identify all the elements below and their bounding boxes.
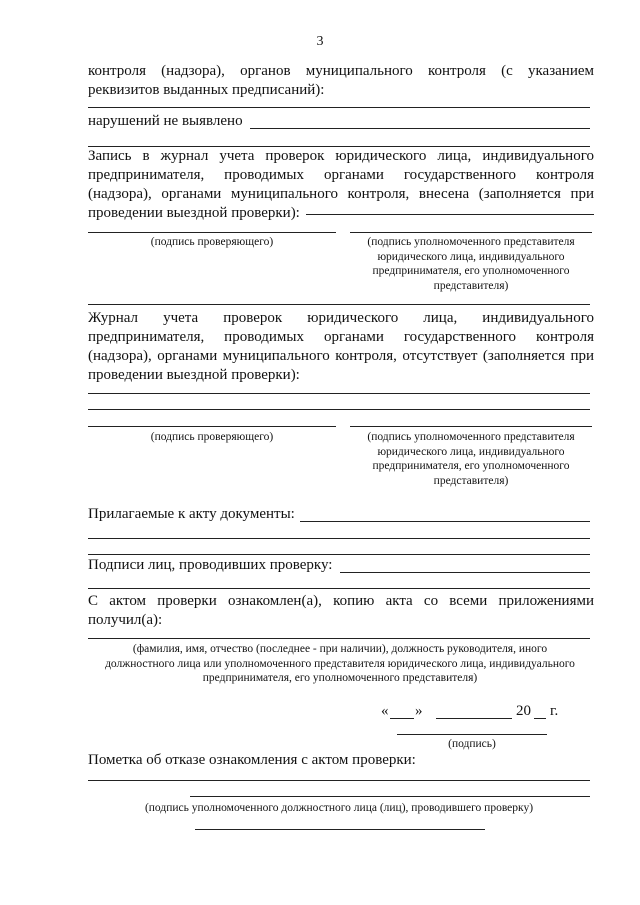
fill-line[interactable] bbox=[88, 393, 590, 394]
signature-caption: (подпись) bbox=[448, 738, 496, 750]
date-month-line[interactable] bbox=[436, 718, 512, 719]
official-signature-caption: (подпись уполномоченного должностного лица (лиц), проводившего проверку) bbox=[144, 802, 534, 814]
fill-line[interactable] bbox=[88, 554, 590, 555]
date-year-line[interactable] bbox=[534, 718, 546, 719]
fill-line[interactable] bbox=[88, 409, 590, 410]
fill-line[interactable] bbox=[88, 588, 590, 589]
date-year-suffix: г. bbox=[550, 703, 559, 719]
representative-signature-caption: (подпись уполномоченного представителя юридического лица, индивидуального предпринимателя, его уполномоченного представителя) bbox=[367, 431, 575, 487]
date-day-line[interactable] bbox=[390, 718, 414, 719]
attached-documents-label: Прилагаемые к акту документы: bbox=[88, 506, 295, 522]
inspector-signature-caption: (подпись проверяющего) bbox=[150, 431, 274, 443]
fill-line[interactable] bbox=[190, 796, 590, 797]
signature-line[interactable] bbox=[350, 232, 592, 233]
no-violations-label: нарушений не выявлено bbox=[88, 113, 243, 129]
fill-line[interactable] bbox=[88, 780, 590, 781]
refusal-note-label: Пометка об отказе ознакомления с актом проверки: bbox=[88, 752, 416, 768]
paragraph-journal-entry: Запись в журнал учета проверок юридического лица, индивидуального предпринимателя, проводимых органами государственного контроля (надзора), органами муниципального контроля, внесена (заполняется при проведении выездной проверки): bbox=[88, 148, 594, 221]
page-number: 3 bbox=[316, 34, 324, 49]
fill-line[interactable] bbox=[88, 638, 590, 639]
person-name-caption: (фамилия, имя, отчество (последнее - при наличии), должность руководителя, иного должностного лица или уполномоченного представителя юридического лица, индивидуального предпринимателя, его уполномоченного представителя) bbox=[105, 643, 575, 684]
date-year-prefix: 20 bbox=[516, 703, 531, 719]
inspectors-signatures-label: Подписи лиц, проводивших проверку: bbox=[88, 557, 333, 573]
fill-line[interactable] bbox=[306, 214, 594, 215]
fill-line[interactable] bbox=[300, 521, 590, 522]
fill-line[interactable] bbox=[250, 128, 590, 129]
date-close-quote: » bbox=[415, 703, 423, 719]
signature-line[interactable] bbox=[397, 734, 547, 735]
fill-line[interactable] bbox=[88, 304, 590, 305]
paragraph-journal-absent: Журнал учета проверок юридического лица, индивидуального предпринимателя, проводимых органами государственного контроля (надзора), органами муниципального контроля, отсутствует (заполняется при проведении выездной проверки): bbox=[88, 310, 594, 383]
signature-line[interactable] bbox=[350, 426, 592, 427]
fill-line[interactable] bbox=[340, 572, 590, 573]
representative-signature-caption: (подпись уполномоченного представителя юридического лица, индивидуального предпринимателя, его уполномоченного представителя) bbox=[367, 236, 575, 292]
fill-line[interactable] bbox=[88, 107, 590, 108]
paragraph-predpisaniya: контроля (надзора), органов муниципального контроля (с указанием реквизитов выданных предписаний): bbox=[88, 63, 594, 98]
signature-line[interactable] bbox=[88, 426, 336, 427]
signature-line[interactable] bbox=[88, 232, 336, 233]
fill-line[interactable] bbox=[195, 829, 485, 830]
inspector-signature-caption: (подпись проверяющего) bbox=[150, 236, 274, 248]
date-open-quote: « bbox=[381, 703, 389, 719]
paragraph-acquainted: С актом проверки ознакомлен(а), копию акта со всеми приложениями получил(а): bbox=[88, 593, 594, 628]
fill-line[interactable] bbox=[88, 538, 590, 539]
